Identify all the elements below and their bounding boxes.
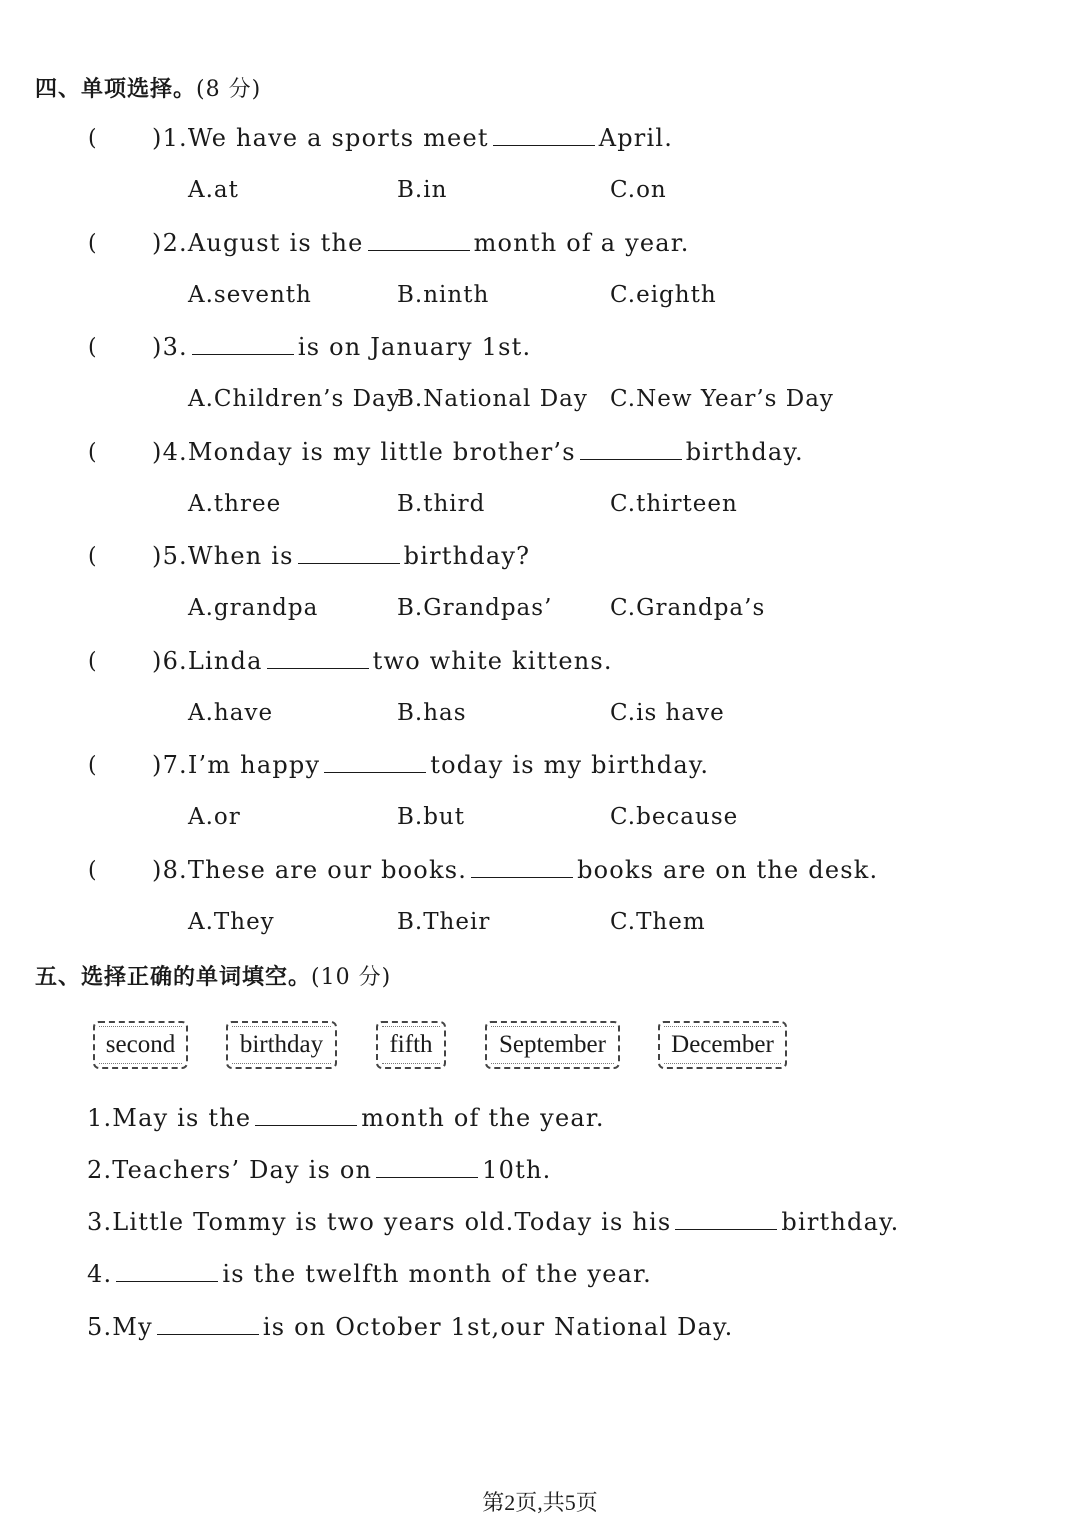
option-c[interactable]: C.on (610, 177, 667, 203)
option-b[interactable]: B.Their (397, 909, 491, 935)
option-b[interactable]: B.third (397, 491, 486, 517)
sentence-text: 3.Little Tommy is two years old.Today is his (87, 1208, 672, 1236)
question-5 (152, 542, 530, 570)
sentence-text: is on October 1st,our National Day. (262, 1313, 734, 1341)
answer-bracket[interactable]: ( (88, 440, 97, 465)
question-4 (152, 438, 804, 466)
sentence-text: 5.My (87, 1313, 153, 1341)
answer-blank[interactable] (471, 857, 573, 878)
option-a[interactable]: A.have (188, 700, 274, 726)
question-text: books are on the desk. (577, 856, 879, 884)
option-c[interactable]: C.Grandpa’s (610, 595, 766, 621)
question-text: birthday. (685, 438, 804, 466)
answer-bracket[interactable]: ( (88, 335, 97, 360)
question-text: April. (598, 124, 674, 152)
option-b[interactable]: B.ninth (397, 282, 490, 308)
option-a[interactable]: A.They (188, 909, 275, 935)
answer-bracket[interactable]: ( (88, 126, 97, 151)
word-bank-september[interactable]: September (485, 1021, 620, 1069)
question-text: today is my birthday. (430, 751, 710, 779)
section-5-title: 五、选择正确的单词填空。 (35, 965, 312, 990)
word-bank-december[interactable]: December (658, 1021, 787, 1069)
answer-bracket[interactable]: ( (88, 231, 97, 256)
option-a[interactable]: A.or (188, 804, 241, 830)
question-text: )6.Linda (152, 647, 263, 675)
section-4-title: 四、单项选择。 (35, 77, 197, 102)
fill-sentence-1 (87, 1104, 605, 1132)
answer-blank[interactable] (255, 1105, 357, 1126)
section-4-heading (35, 72, 261, 103)
option-b[interactable]: B.Grandpas’ (397, 595, 553, 621)
question-text: month of a year. (473, 229, 690, 257)
answer-blank[interactable] (267, 648, 369, 669)
option-c[interactable]: C.New Year’s Day (610, 386, 834, 412)
option-c[interactable]: C.eighth (610, 282, 717, 308)
fill-sentence-2 (87, 1156, 551, 1184)
sentence-text: 1.May is the (87, 1104, 252, 1132)
option-c[interactable]: C.because (610, 804, 739, 830)
answer-blank[interactable] (324, 752, 426, 773)
question-text: birthday? (403, 542, 531, 570)
word-bank-birthday[interactable]: birthday (226, 1021, 337, 1069)
option-b[interactable]: B.in (397, 177, 448, 203)
question-text: )2.August is the (152, 229, 364, 257)
answer-bracket[interactable]: ( (88, 544, 97, 569)
question-text: )8.These are our books. (152, 856, 468, 884)
sentence-text: 2.Teachers’ Day is on (87, 1156, 373, 1184)
answer-bracket[interactable]: ( (88, 649, 97, 674)
word-bank-second[interactable]: second (93, 1021, 188, 1069)
option-a[interactable]: A.three (188, 491, 282, 517)
question-text: )4.Monday is my little brother’s (152, 438, 576, 466)
fill-sentence-3 (87, 1208, 900, 1236)
question-text: two white kittens. (372, 647, 613, 675)
question-text: )5.When is (152, 542, 294, 570)
answer-blank[interactable] (580, 439, 682, 460)
fill-sentence-4 (87, 1260, 652, 1288)
question-8 (152, 856, 878, 884)
fill-sentence-5 (87, 1313, 733, 1341)
answer-blank[interactable] (368, 230, 470, 251)
answer-blank[interactable] (192, 334, 294, 355)
option-b[interactable]: B.has (397, 700, 467, 726)
option-c[interactable]: C.thirteen (610, 491, 738, 517)
sentence-text: 10th. (482, 1156, 552, 1184)
question-6 (152, 647, 613, 675)
answer-bracket[interactable]: ( (88, 753, 97, 778)
option-a[interactable]: A.at (188, 177, 239, 203)
answer-blank[interactable] (376, 1157, 478, 1178)
answer-bracket[interactable]: ( (88, 858, 97, 883)
word-bank-fifth[interactable]: fifth (376, 1021, 446, 1069)
sentence-text: is the twelfth month of the year. (222, 1260, 652, 1288)
option-c[interactable]: C.is have (610, 700, 725, 726)
question-7 (152, 751, 709, 779)
question-text: is on January 1st. (297, 333, 532, 361)
sentence-text: 4. (87, 1260, 113, 1288)
question-text: )1.We have a sports meet (152, 124, 489, 152)
question-1 (152, 124, 673, 152)
question-text: )3. (152, 333, 188, 361)
answer-blank[interactable] (298, 543, 400, 564)
sentence-text: month of the year. (361, 1104, 605, 1132)
question-2 (152, 229, 690, 257)
option-a[interactable]: A.Children’s Day (188, 386, 401, 412)
sentence-text: birthday. (781, 1208, 900, 1236)
question-3 (152, 333, 531, 361)
question-text: )7.I’m happy (152, 751, 321, 779)
section-5-heading (35, 960, 391, 991)
option-c[interactable]: C.Them (610, 909, 706, 935)
answer-blank[interactable] (675, 1209, 777, 1230)
option-a[interactable]: A.seventh (188, 282, 312, 308)
answer-blank[interactable] (157, 1314, 259, 1335)
answer-blank[interactable] (493, 125, 595, 146)
section-5-points: (10 分) (311, 965, 392, 990)
page-number: 第2页,共5页 (482, 1490, 598, 1515)
option-b[interactable]: B.but (397, 804, 465, 830)
answer-blank[interactable] (116, 1261, 218, 1282)
option-b[interactable]: B.National Day (397, 386, 588, 412)
section-4-points: (8 分) (196, 77, 262, 102)
option-a[interactable]: A.grandpa (188, 595, 319, 621)
